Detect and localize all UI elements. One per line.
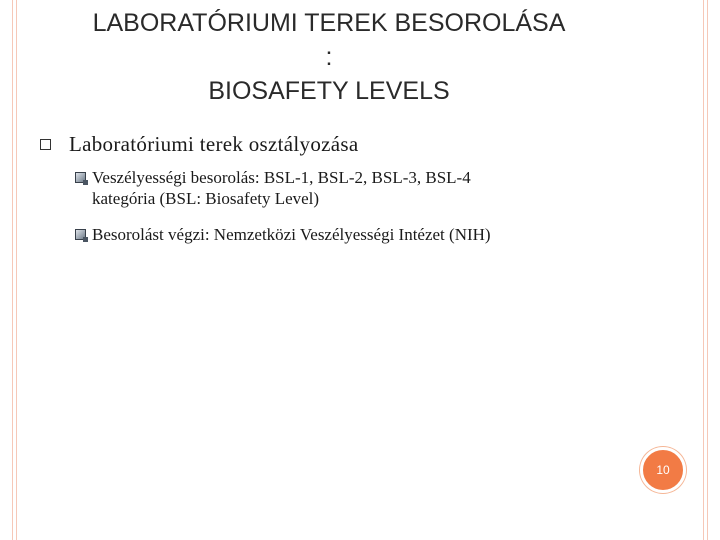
main-bullet-text: Laboratóriumi terek osztályozása <box>69 132 359 156</box>
slide-title <box>18 6 640 108</box>
right-frame-line <box>703 0 704 540</box>
left-frame-line <box>12 0 13 540</box>
title-line-2: : <box>325 43 333 71</box>
sub-bullet-1-line-1: Veszélyességi besorolás: BSL-1, BSL-2, BSL-3, BSL-4 <box>92 168 471 187</box>
sub-bullet-1 <box>75 167 595 209</box>
title-line-3: BIOSAFETY LEVELS <box>208 77 450 105</box>
sub-bullet-2-line-1: Besorolást végzi: Nemzetközi Veszélyességi Intézet (NIH) <box>92 225 491 244</box>
sub-bullet-2 <box>75 224 595 245</box>
sub-bullet-1-line-2: kategória (BSL: Biosafety Level) <box>92 189 320 208</box>
title-line-1: LABORATÓRIUMI TEREK BESOROLÁSA <box>92 9 566 37</box>
square-bullet-icon <box>40 139 51 150</box>
right-frame-line-inner <box>707 0 708 540</box>
checkbox-bullet-icon <box>75 229 86 240</box>
page-number-badge: 10 <box>640 447 686 493</box>
left-frame-line-inner <box>16 0 17 540</box>
main-bullet <box>40 132 358 157</box>
checkbox-bullet-icon <box>75 172 86 183</box>
